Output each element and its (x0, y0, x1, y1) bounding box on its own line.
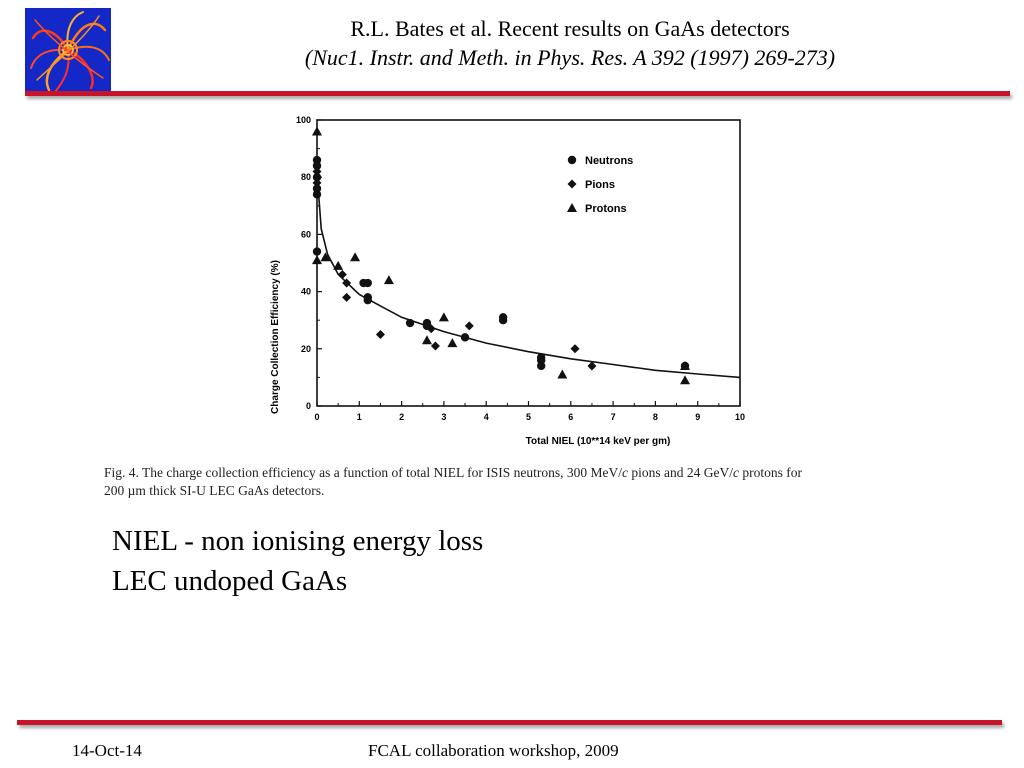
x-tick-label: 10 (734, 412, 746, 422)
caption-part-1: Fig. 4. The charge collection efficiency as a function of total NIEL for ISIS neutrons, 300 MeV/ (104, 465, 622, 480)
caption-c-2: c (733, 465, 739, 480)
figure-caption (104, 464, 924, 500)
caption-part-3: protons for (739, 465, 802, 480)
data-point-neutrons (461, 333, 469, 341)
data-point-neutrons (364, 279, 372, 287)
cce-vs-niel-chart (262, 110, 762, 455)
data-point-neutrons (537, 362, 545, 370)
y-tick-label: 60 (300, 229, 311, 240)
body-line-1: NIEL - non ionising energy loss (112, 525, 484, 557)
data-point-pions (571, 344, 580, 353)
data-point-pions (338, 270, 347, 279)
title-line-2: (Nuc1. Instr. and Meth. in Phys. Res. A 392 (1997) 269-273) (304, 45, 836, 70)
x-tick-label: 7 (610, 412, 616, 422)
caption-line-2: 200 µm thick SI-U LEC GaAs detectors. (104, 483, 325, 498)
bottom-divider (17, 720, 1002, 725)
x-tick-label: 2 (399, 412, 405, 422)
data-point-protons (557, 370, 567, 379)
footer-event: FCAL collaboration workshop, 2009 (368, 741, 619, 760)
data-point-pions (465, 321, 474, 330)
data-point-pions (342, 293, 351, 302)
x-axis-label: Total NIEL (10**14 keV per gm) (525, 436, 671, 447)
top-divider (25, 91, 1010, 96)
data-point-pions (431, 341, 440, 350)
caption-part-2: pions and 24 GeV/ (628, 465, 733, 480)
data-point-neutrons (406, 319, 414, 327)
legend-marker-neutrons (568, 156, 576, 164)
data-point-protons (350, 252, 360, 261)
data-point-protons (439, 312, 449, 321)
legend-marker-pions (568, 180, 577, 189)
x-tick-label: 8 (652, 412, 658, 422)
legend-label-neutrons: Neutrons (585, 155, 634, 167)
legend-marker-protons (567, 203, 577, 212)
x-tick-label: 9 (695, 412, 701, 422)
x-tick-label: 0 (314, 412, 320, 422)
footer-date: 14-Oct-14 (72, 741, 142, 760)
caption-c-1: c (622, 465, 628, 480)
slide-body (112, 521, 483, 601)
data-point-protons (333, 261, 343, 270)
data-point-pions (376, 330, 385, 339)
y-tick-label: 80 (300, 172, 311, 183)
y-tick-label: 20 (300, 343, 311, 354)
data-point-protons (384, 275, 394, 284)
data-point-protons (680, 375, 690, 384)
data-point-neutrons (313, 190, 321, 198)
data-point-neutrons (313, 247, 321, 255)
x-tick-label: 3 (441, 412, 447, 422)
data-point-neutrons (499, 316, 507, 324)
legend-label-protons: Protons (585, 203, 627, 215)
x-tick-label: 1 (356, 412, 362, 422)
y-tick-label: 40 (300, 286, 311, 297)
particle-collision-logo-icon (25, 8, 111, 93)
data-point-protons (422, 335, 432, 344)
y-tick-label: 0 (305, 401, 311, 411)
plot-frame (317, 120, 740, 406)
title-line-1: R.L. Bates et al. Recent results on GaAs detectors (350, 16, 790, 41)
body-line-2: LEC undoped GaAs (112, 565, 348, 597)
y-axis-label: Charge Collection Efficiency (%) (270, 260, 281, 414)
data-point-protons (312, 255, 322, 264)
fit-curve-line (318, 183, 740, 378)
slide-title (130, 14, 1010, 72)
x-tick-label: 6 (568, 412, 574, 422)
x-tick-label: 5 (525, 412, 532, 422)
data-point-protons (447, 338, 457, 347)
y-tick-label: 100 (295, 115, 311, 125)
legend-label-pions: Pions (585, 179, 615, 191)
x-tick-label: 4 (483, 412, 489, 422)
data-point-protons (312, 126, 322, 135)
